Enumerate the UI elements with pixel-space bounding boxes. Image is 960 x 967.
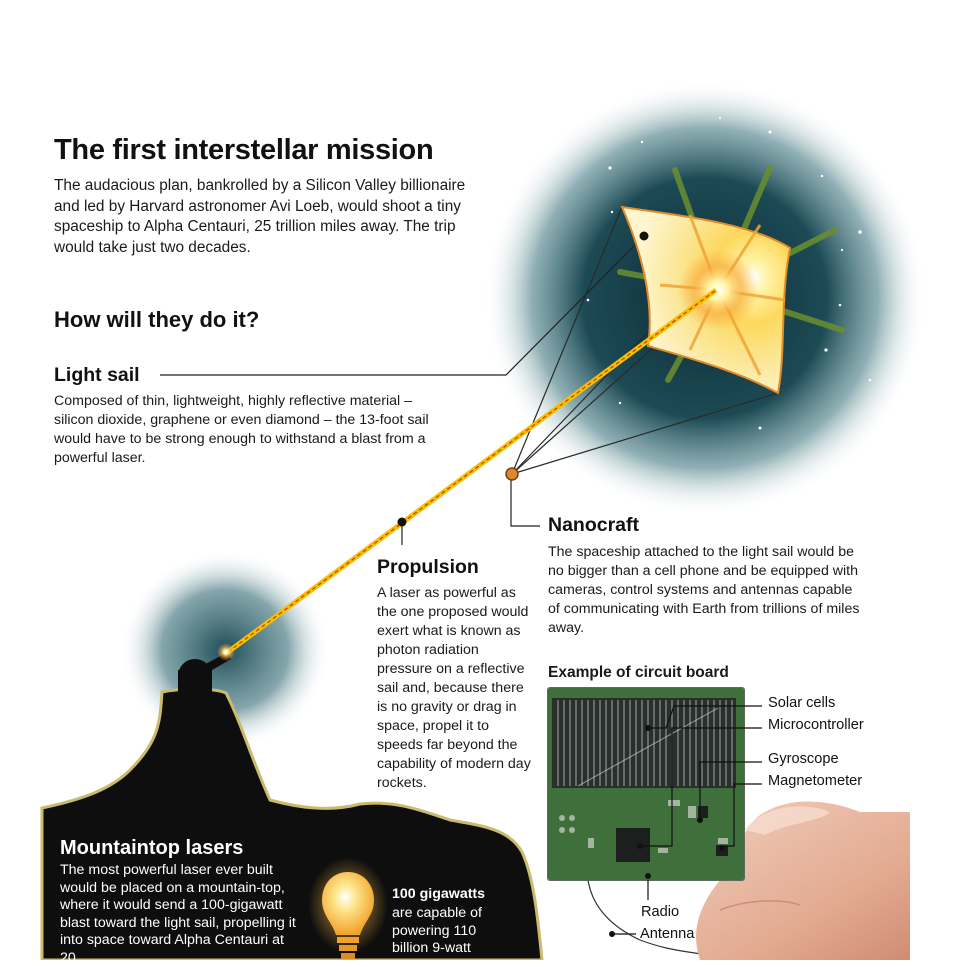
label-gyroscope: Gyroscope [768,751,839,767]
intro-text: The audacious plan, bankrolled by a Silicon Valley billionaire and led by Harvard astronomer Avi Loeb, would shoot a tiny spaceship to Alpha Centauri, 25 trillion miles away. The trip would take just two decades. [54,177,466,256]
power-headline: 100 gigawatts [392,886,486,902]
propulsion-title: Propulsion [377,556,479,578]
label-microcontroller: Microcontroller [768,717,864,733]
nanocraft-title: Nanocraft [548,514,640,536]
propulsion-marker [398,518,407,527]
mountaintop-body: The most powerful laser ever built would be placed on a mountain-top, where it would send a 100-gigawatt blast toward the light sail, propelling it into space toward Alpha Centauri at 20 [60,862,296,966]
light-sail-title: Light sail [54,364,140,386]
mountaintop-title: Mountaintop lasers [60,837,244,859]
label-magnetometer: Magnetometer [768,773,863,789]
power-body: are capable of powering 110 billion 9-watt [392,905,482,956]
nanocraft-body: The spaceship attached to the light sail would be no bigger than a cell phone and be equipped with cameras, control systems and antennas capable of communicating with Earth from trillions of miles away. [548,544,860,636]
label-radio: Radio [641,904,680,920]
propulsion-body: A laser as powerful as the one proposed would exert what is known as photon radiation pressure on a reflective sail and, because there is no gravity or drag in space, propel it to speeds far beyond the capability of modern day rockets. [377,585,531,791]
section-subtitle: How will they do it? [54,307,260,332]
nanocraft-marker [506,468,518,480]
page-title: The first interstellar mission [54,134,434,166]
label-solar-cells: Solar cells [768,695,836,711]
label-antenna: Antenna [640,926,695,942]
light-sail-body: Composed of thin, lightweight, highly reflective material – silicon dioxide, graphene or even diamond – the 13-foot sail would have to be strong enough to withstand a blast from a powerful laser. [54,393,429,466]
sail-marker [640,232,649,241]
circuit-board-image [548,688,744,880]
circuit-board-title: Example of circuit board [548,664,729,681]
